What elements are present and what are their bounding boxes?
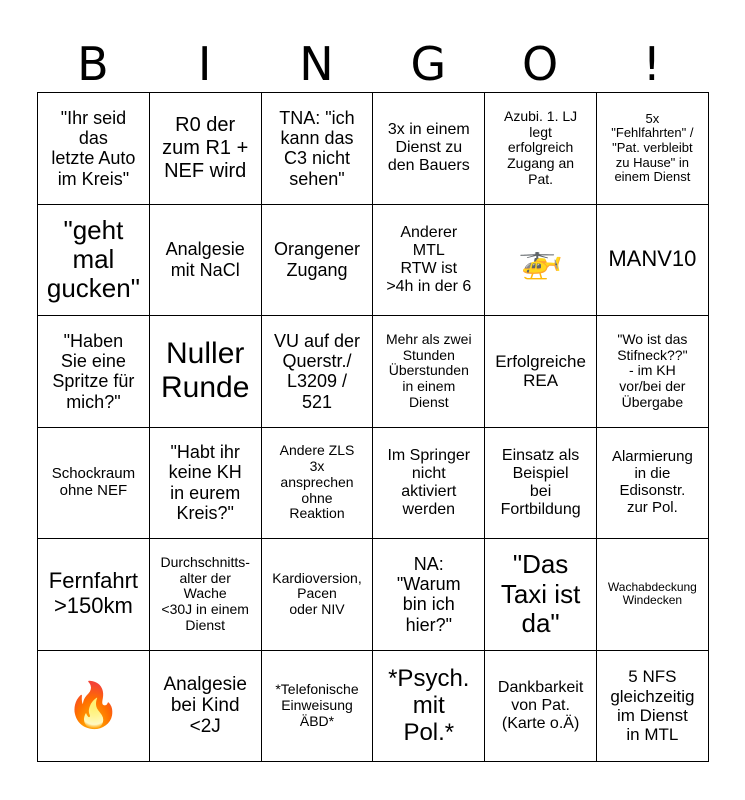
bingo-row bbox=[38, 427, 709, 539]
bingo-cell[interactable] bbox=[485, 539, 597, 651]
bingo-cell[interactable] bbox=[261, 316, 373, 428]
bingo-cell[interactable] bbox=[596, 650, 708, 762]
bingo-cell-text: "Wo ist das Stifneck??" - im KH vor/bei der Übergabe bbox=[617, 330, 688, 410]
bingo-cell[interactable] bbox=[38, 427, 150, 539]
bingo-cell-text: 5 NFS gleichzeitig im Dienst in MTL bbox=[610, 667, 695, 744]
bingo-cell-text: Wachabdeckung Windecken bbox=[607, 579, 697, 608]
bingo-cell-text: Orangener Zugang bbox=[273, 239, 361, 280]
bingo-cell[interactable] bbox=[149, 650, 261, 762]
bingo-cell-text: "geht mal gucken" bbox=[46, 214, 140, 304]
bingo-cell[interactable] bbox=[261, 93, 373, 205]
bingo-cell[interactable] bbox=[485, 204, 597, 316]
bingo-cell[interactable] bbox=[596, 93, 708, 205]
bingo-cell[interactable] bbox=[261, 427, 373, 539]
bingo-row bbox=[38, 93, 709, 205]
bingo-cell-text: TNA: "ich kann das C3 nicht sehen" bbox=[279, 107, 355, 189]
bingo-cell[interactable] bbox=[38, 316, 150, 428]
fire-icon: 🔥 bbox=[66, 680, 121, 730]
bingo-cell[interactable] bbox=[373, 93, 485, 205]
bingo-cell[interactable] bbox=[261, 204, 373, 316]
bingo-cell[interactable] bbox=[596, 204, 708, 316]
bingo-cell-text: "Habt ihr keine KH in eurem Kreis?" bbox=[168, 442, 242, 524]
bingo-cell-text: Andere ZLS 3x ansprechen ohne Reaktion bbox=[279, 442, 355, 522]
bingo-cell[interactable] bbox=[596, 539, 708, 651]
bingo-cell[interactable] bbox=[485, 650, 597, 762]
bingo-cell-text: VU auf der Querstr./ L3209 / 521 bbox=[273, 330, 361, 412]
bingo-cell-text: "Haben Sie eine Spritze für mich?" bbox=[52, 330, 135, 412]
bingo-cell[interactable] bbox=[373, 539, 485, 651]
bingo-cell-text: "Das Taxi ist da" bbox=[500, 549, 581, 638]
bingo-cell[interactable] bbox=[149, 93, 261, 205]
bingo-row bbox=[38, 204, 709, 316]
bingo-cell[interactable] bbox=[149, 316, 261, 428]
bingo-cell-text: Einsatz als Beispiel bei Fortbildung bbox=[500, 446, 581, 518]
bingo-cell-text: Schockraum ohne NEF bbox=[51, 464, 136, 499]
bingo-row bbox=[38, 539, 709, 651]
bingo-cell-text: Nuller Runde bbox=[160, 337, 250, 405]
bingo-cell[interactable] bbox=[485, 93, 597, 205]
bingo-cell-text: Fernfahrt >150km bbox=[48, 568, 139, 619]
bingo-cell[interactable] bbox=[38, 650, 150, 762]
bingo-cell[interactable] bbox=[38, 539, 150, 651]
bingo-header bbox=[37, 36, 708, 92]
bingo-cell-text: *Psych. mit Pol.* bbox=[388, 665, 470, 747]
bingo-cell-text: Erfolgreiche REA bbox=[495, 352, 586, 391]
bingo-cell-text: NA: "Warum bin ich hier?" bbox=[396, 553, 461, 635]
bingo-cell[interactable] bbox=[149, 204, 261, 316]
bingo-cell[interactable] bbox=[38, 204, 150, 316]
bingo-row bbox=[38, 316, 709, 428]
header-letter-o: O bbox=[521, 37, 559, 91]
bingo-cell[interactable] bbox=[596, 427, 708, 539]
bingo-cell[interactable] bbox=[38, 93, 150, 205]
bingo-cell-text: Analgesie mit NaCl bbox=[165, 239, 245, 280]
bingo-cell-text: 5x "Fehlfahrten" / "Pat. verbleibt zu Hause" in einem Dienst bbox=[611, 110, 694, 185]
bingo-cell-text: Mehr als zwei Stunden Überstunden in einem Dienst bbox=[385, 330, 472, 410]
bingo-cell[interactable] bbox=[373, 316, 485, 428]
bingo-cell-text: Azubi. 1. LJ legt erfolgreich Zugang an Pat. bbox=[504, 107, 578, 187]
bingo-cell[interactable] bbox=[149, 539, 261, 651]
bingo-cell-text: MANV10 bbox=[608, 246, 697, 272]
bingo-cell[interactable] bbox=[149, 427, 261, 539]
bingo-cell-text: Analgesie bei Kind <2J bbox=[163, 673, 247, 738]
bingo-cell[interactable] bbox=[261, 650, 373, 762]
bingo-row bbox=[38, 650, 709, 762]
bingo-cell[interactable] bbox=[373, 650, 485, 762]
bingo-cell[interactable] bbox=[261, 539, 373, 651]
bingo-cell-text: Anderer MTL RTW ist >4h in der 6 bbox=[386, 223, 472, 295]
header-letter-b: B bbox=[77, 37, 109, 91]
bingo-cell-text: R0 der zum R1 + NEF wird bbox=[162, 114, 249, 182]
bingo-cell-text: Dankbarkeit von Pat. (Karte o.Ä) bbox=[497, 678, 584, 732]
header-letter-exclamation: ! bbox=[642, 37, 662, 91]
bingo-cell[interactable] bbox=[485, 316, 597, 428]
bingo-cell[interactable] bbox=[373, 204, 485, 316]
header-letter-g: G bbox=[410, 37, 447, 91]
bingo-cell-text: 3x in einem Dienst zu den Bauers bbox=[387, 121, 470, 175]
bingo-grid bbox=[37, 92, 709, 762]
bingo-cell-text: *Telefonische Einweisung ÄBD* bbox=[275, 681, 359, 729]
bingo-cell-text: Kardioversion, Pacen oder NIV bbox=[272, 569, 362, 618]
helicopter-icon: 🚁 bbox=[518, 238, 563, 280]
header-letter-n: N bbox=[299, 37, 334, 91]
bingo-cell[interactable] bbox=[596, 316, 708, 428]
bingo-cell-text: Alarmierung in die Edisonstr. zur Pol. bbox=[611, 447, 693, 516]
bingo-cell-text: "Ihr seid das letzte Auto im Kreis" bbox=[51, 107, 136, 189]
header-letter-i: I bbox=[197, 37, 212, 91]
bingo-cell-text: Im Springer nicht aktiviert werden bbox=[387, 446, 471, 518]
bingo-cell[interactable] bbox=[485, 427, 597, 539]
bingo-cell[interactable] bbox=[373, 427, 485, 539]
bingo-cell-text: Durchschnitts- alter der Wache <30J in einem Dienst bbox=[160, 553, 250, 633]
